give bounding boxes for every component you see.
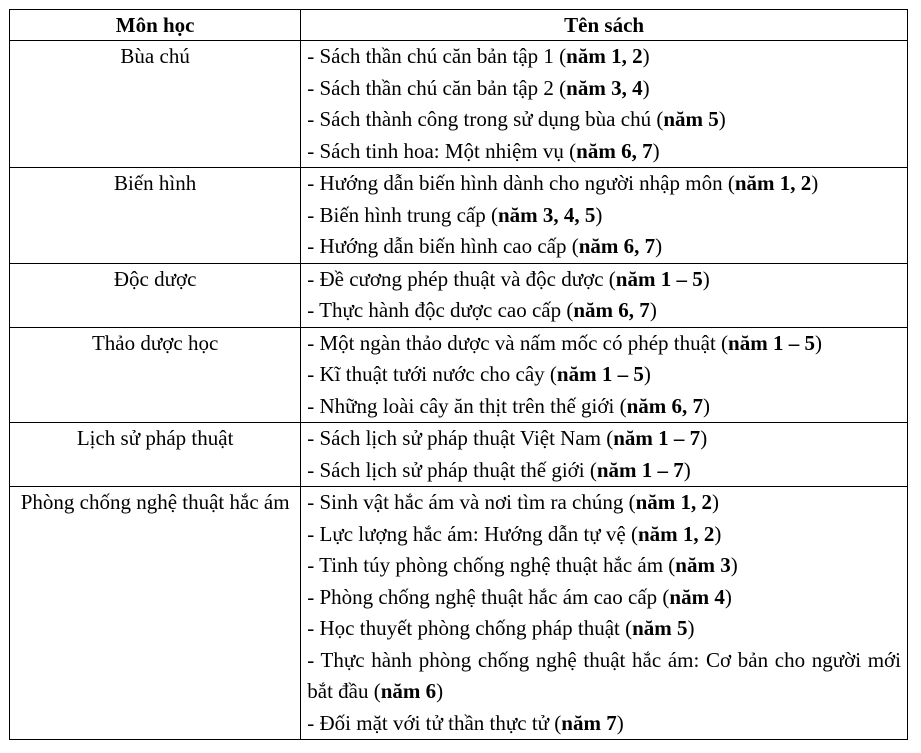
book-title: - Một ngàn thảo dược và nấm mốc có phép thuật ( — [307, 330, 729, 355]
book-close-paren: ) — [687, 616, 695, 640]
book-title: - Sách thần chú căn bản tập 2 ( — [307, 75, 567, 100]
book-title: - Thực hành phòng chống nghệ thuật hắc ám: Cơ bản cho người mới bắt đầu ( — [307, 647, 901, 703]
book-title: - Biến hình trung cấp ( — [307, 202, 498, 227]
book-title: - Sách thành công trong sử dụng bùa chú ( — [307, 107, 664, 131]
book-entry — [307, 423, 901, 455]
book-title: - Hướng dẫn biến hình dành cho người nhập môn ( — [307, 171, 735, 195]
book-years: năm 6, 7 — [576, 138, 653, 163]
book-title: - Những loài cây ăn thịt trên thế giới ( — [307, 393, 627, 418]
book-entry — [307, 359, 901, 391]
book-years: năm 1 – 5 — [615, 266, 703, 291]
header-books: Tên sách — [301, 10, 908, 41]
book-close-paren: ) — [811, 171, 819, 195]
books-cell — [301, 41, 908, 168]
book-title: - Hướng dẫn biến hình cao cấp ( — [307, 234, 579, 258]
books-cell — [301, 263, 908, 327]
book-close-paren: ) — [683, 457, 691, 482]
book-years: năm 1, 2 — [566, 44, 643, 68]
books-cell — [301, 168, 908, 264]
book-years: năm 6, 7 — [573, 298, 650, 322]
book-entry — [307, 582, 901, 614]
table-row — [10, 263, 908, 327]
table-row — [10, 327, 908, 423]
book-years: năm 1 – 5 — [728, 330, 815, 355]
subject-cell: Độc dược — [10, 263, 301, 327]
book-entry — [307, 104, 901, 136]
header-subject: Môn học — [10, 10, 301, 41]
book-title: - Sách lịch sử pháp thuật thế giới ( — [307, 457, 597, 482]
book-close-paren: ) — [714, 521, 722, 546]
book-title: - Lực lượng hắc ám: Hướng dẫn tự vệ ( — [307, 521, 638, 546]
table-row — [10, 487, 908, 740]
book-entry — [307, 487, 901, 519]
book-close-paren: ) — [649, 298, 657, 322]
book-title: - Sách tinh hoa: Một nhiệm vụ ( — [307, 138, 577, 163]
book-title: - Sách lịch sử pháp thuật Việt Nam ( — [307, 426, 614, 450]
book-close-paren: ) — [814, 330, 822, 355]
book-close-paren: ) — [703, 393, 711, 418]
book-years: năm 6, 7 — [626, 393, 704, 418]
table-row — [10, 41, 908, 168]
book-entry — [307, 264, 901, 296]
book-years: năm 5 — [663, 107, 719, 131]
book-close-paren: ) — [642, 75, 650, 100]
book-close-paren: ) — [655, 234, 663, 258]
book-close-paren: ) — [652, 138, 660, 163]
subject-cell: Phòng chống nghệ thuật hắc ám — [10, 487, 301, 740]
book-entry — [307, 613, 901, 645]
book-title: - Sách thần chú căn bản tập 1 ( — [307, 44, 567, 68]
table-body — [10, 41, 908, 740]
book-years: năm 3 — [675, 553, 731, 577]
book-entry — [307, 168, 901, 200]
subject-cell: Biến hình — [10, 168, 301, 264]
book-title: - Sinh vật hắc ám và nơi tìm ra chúng ( — [307, 490, 636, 514]
table-row — [10, 168, 908, 264]
book-close-paren: ) — [595, 202, 603, 227]
book-years: năm 5 — [632, 616, 688, 640]
book-close-paren: ) — [712, 490, 720, 514]
book-years: năm 3, 4 — [566, 75, 643, 100]
book-entry — [307, 391, 901, 423]
book-entry — [307, 73, 901, 105]
book-entry — [307, 136, 901, 168]
book-title: - Đối mặt với tử thần thực tử ( — [307, 710, 562, 735]
books-cell — [301, 327, 908, 423]
book-close-paren: ) — [616, 710, 624, 735]
book-title: - Kĩ thuật tưới nước cho cây ( — [307, 362, 557, 386]
subject-cell: Bùa chú — [10, 41, 301, 168]
book-title: - Đề cương phép thuật và độc dược ( — [307, 266, 616, 291]
book-entry — [307, 231, 901, 263]
table-row — [10, 423, 908, 487]
book-years: năm 6 — [380, 679, 437, 703]
book-title: - Thực hành độc dược cao cấp ( — [307, 298, 574, 322]
book-entry — [307, 519, 901, 551]
book-close-paren: ) — [700, 426, 708, 450]
book-entry — [307, 645, 901, 708]
book-entry — [307, 455, 901, 487]
textbook-table — [9, 9, 908, 740]
book-entry — [307, 200, 901, 232]
book-years: năm 1 – 7 — [596, 457, 684, 482]
book-years: năm 6, 7 — [578, 234, 656, 258]
book-close-paren: ) — [724, 584, 732, 609]
subject-cell: Lịch sử pháp thuật — [10, 423, 301, 487]
subject-cell: Thảo dược học — [10, 327, 301, 423]
books-cell — [301, 423, 908, 487]
book-years: năm 7 — [561, 710, 617, 735]
book-entry — [307, 550, 901, 582]
book-close-paren: ) — [436, 679, 444, 703]
book-close-paren: ) — [702, 266, 710, 291]
book-entry — [307, 708, 901, 740]
book-close-paren: ) — [642, 44, 650, 68]
book-entry — [307, 328, 901, 360]
book-years: năm 1, 2 — [734, 171, 812, 195]
book-years: năm 1 – 7 — [613, 426, 701, 450]
book-close-paren: ) — [643, 362, 651, 386]
book-years: năm 1, 2 — [637, 521, 715, 546]
book-close-paren: ) — [730, 553, 738, 577]
book-years: năm 3, 4, 5 — [497, 202, 596, 227]
book-entry — [307, 41, 901, 73]
book-close-paren: ) — [718, 107, 726, 131]
book-years: năm 4 — [669, 584, 725, 609]
book-title: - Học thuyết phòng chống pháp thuật ( — [307, 616, 633, 640]
book-years: năm 1 – 5 — [556, 362, 644, 386]
header-row — [10, 10, 908, 41]
book-years: năm 1, 2 — [635, 490, 713, 514]
book-title: - Tinh túy phòng chống nghệ thuật hắc ám ( — [307, 553, 676, 577]
book-entry — [307, 295, 901, 327]
books-cell — [301, 487, 908, 740]
book-title: - Phòng chống nghệ thuật hắc ám cao cấp ( — [307, 584, 670, 609]
